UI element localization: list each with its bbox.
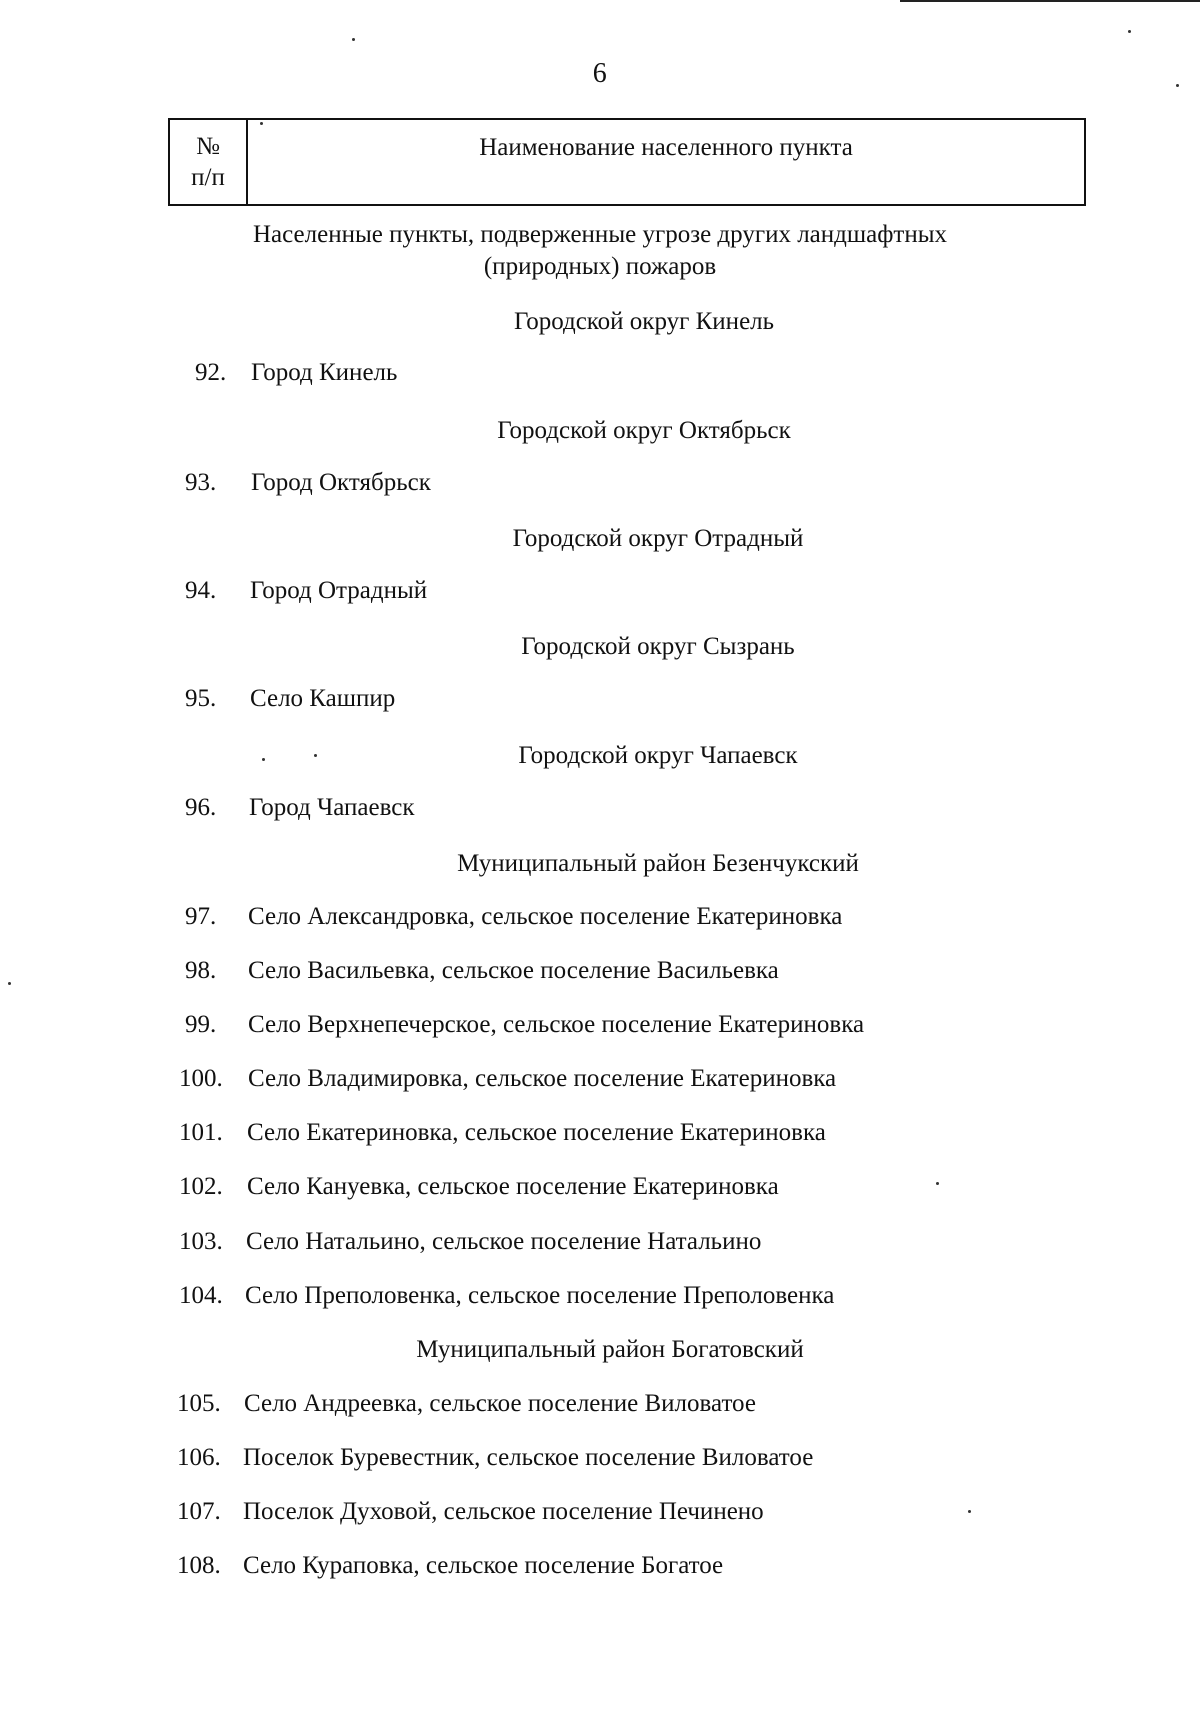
item-text: Город Октябрьск: [251, 469, 431, 496]
item-number: 97.: [185, 903, 217, 930]
item-number: 92.: [195, 359, 227, 386]
item-number: 107.: [177, 1498, 221, 1525]
item-text: Поселок Буревестник, сельское поселение Виловатое: [243, 1444, 814, 1471]
scan-speck: [262, 758, 265, 761]
item-text: Село Верхнепечерское, сельское поселение Екатериновка: [248, 1011, 865, 1038]
item-number: 99.: [185, 1011, 217, 1038]
item-number: 98.: [185, 957, 217, 984]
scan-speck: [968, 1510, 971, 1513]
scan-speck: [352, 38, 355, 41]
list-item: [195, 358, 226, 388]
header-number-column: [170, 120, 248, 204]
group-title: Муниципальный район Безенчукский: [457, 850, 859, 877]
item-text: Село Преполовенка, сельское поселение Преполовенка: [245, 1282, 835, 1309]
item-number: 96.: [185, 794, 217, 821]
scan-speck: [8, 982, 11, 985]
item-text: Село Андреевка, сельское поселение Виловатое: [244, 1390, 756, 1417]
item-number: 95.: [185, 685, 217, 712]
item-number: 104.: [179, 1282, 223, 1309]
scan-speck: [314, 754, 317, 757]
item-text: Город Чапаевск: [249, 794, 415, 821]
item-text: Поселок Духовой, сельское поселение Печинено: [243, 1498, 764, 1525]
group-title: Городской округ Октябрьск: [497, 417, 791, 444]
item-number: 100.: [179, 1065, 223, 1092]
item-text: Город Кинель: [251, 359, 398, 386]
group-title: Городской округ Кинель: [513, 308, 775, 335]
item-number: 94.: [185, 577, 217, 604]
scan-speck: [1176, 84, 1179, 87]
header-number-label: п/п: [191, 164, 225, 191]
scan-speck: [936, 1182, 939, 1185]
item-text: Село Кураповка, сельское поселение Богатое: [243, 1552, 724, 1579]
item-text: Город Отрадный: [250, 577, 428, 604]
item-number: 102.: [179, 1173, 223, 1200]
item-number: 93.: [185, 469, 217, 496]
item-text: Село Александровка, сельское поселение Екатериновка: [248, 903, 843, 930]
item-text: Село Владимировка, сельское поселение Екатериновка: [248, 1065, 837, 1092]
item-text: Село Натальино, сельское поселение Натальино: [246, 1228, 762, 1255]
item-text: Село Екатериновка, сельское поселение Екатериновка: [247, 1119, 826, 1146]
section-title-line-1: Населенные пункты, подверженные угрозе других ландшафтных: [252, 221, 948, 248]
item-number: 108.: [177, 1552, 221, 1579]
group-title: Городской округ Чапаевск: [518, 742, 798, 769]
header-number-symbol: №: [196, 133, 220, 160]
header-name-column: Наименование населенного пункта: [479, 134, 853, 161]
scan-speck: [260, 122, 263, 125]
section-title-line-2: (природных) пожаров: [483, 253, 717, 280]
item-text: Село Васильевка, сельское поселение Васильевка: [248, 957, 779, 984]
group-title: Городской округ Сызрань: [521, 633, 795, 660]
group-title: Городской округ Отрадный: [512, 525, 804, 552]
item-number: 101.: [179, 1119, 223, 1146]
item-number: 103.: [179, 1228, 223, 1255]
scan-speck: [1128, 30, 1131, 33]
table-header: [168, 118, 1086, 206]
scan-edge-line: [900, 0, 1200, 2]
group-title: Муниципальный район Богатовский: [416, 1336, 804, 1363]
item-number: 105.: [177, 1390, 221, 1417]
item-text: Село Кашпир: [250, 685, 396, 712]
item-number: 106.: [177, 1444, 221, 1471]
item-text: Село Кануевка, сельское поселение Екатериновка: [247, 1173, 779, 1200]
page-number: 6: [592, 58, 608, 89]
